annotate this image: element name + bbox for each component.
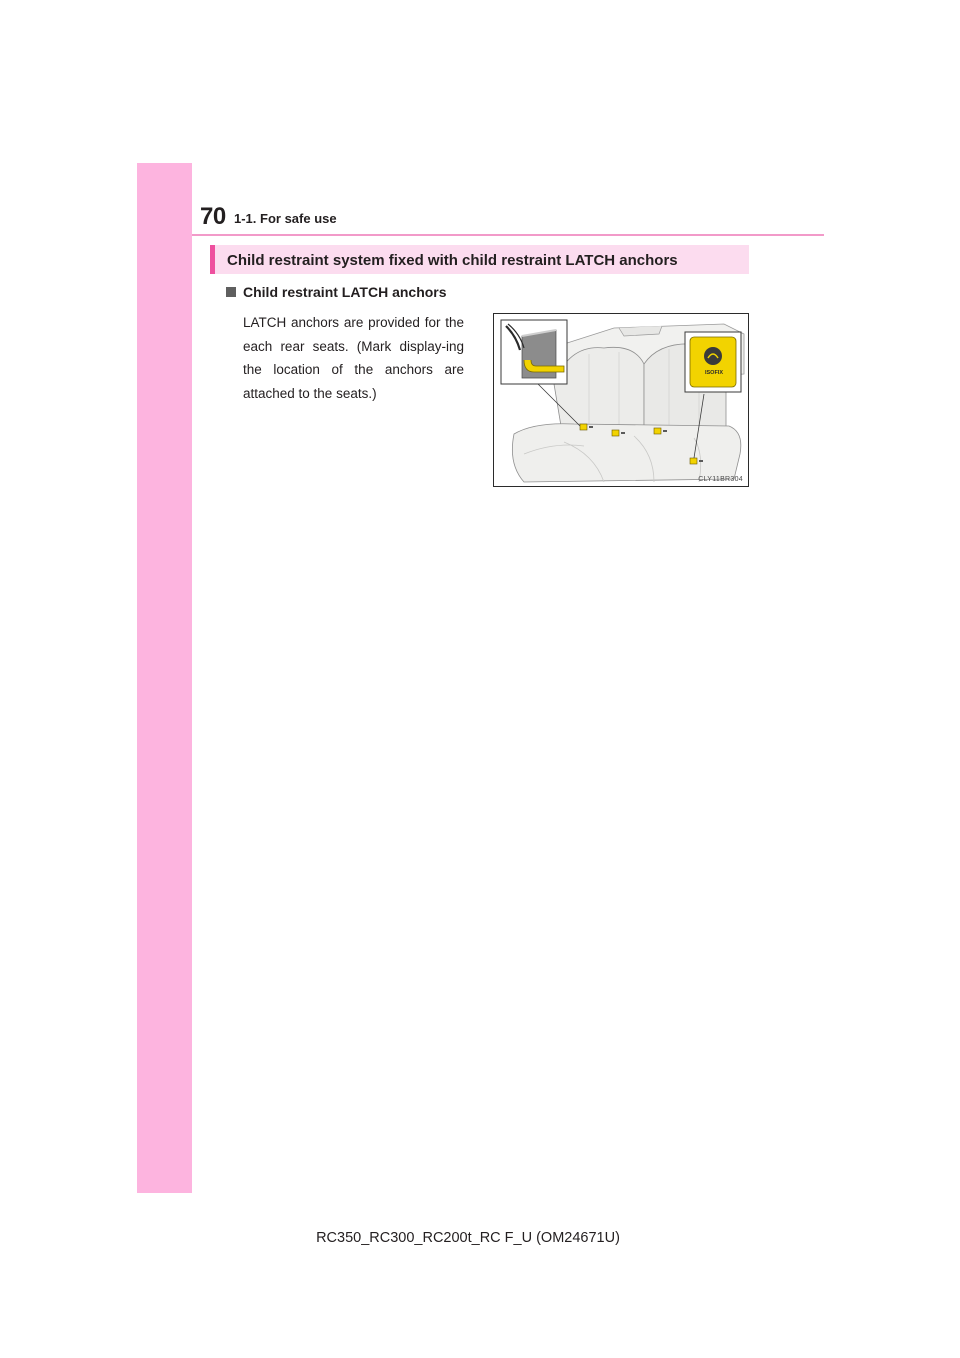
footer-text: RC350_RC300_RC200t_RC F_U (OM24671U) (316, 1230, 620, 1246)
rear-seat-diagram (494, 314, 748, 486)
section-heading-text: Child restraint system fixed with child restraint LATCH anchors (227, 252, 678, 269)
subheading: Child restraint LATCH anchors (243, 284, 447, 300)
body-paragraph: LATCH anchors are provided for the each rear seats. (Mark display-ing the location of the anchors are attached to the seats.) (243, 315, 464, 401)
section-heading (210, 245, 749, 274)
isofix-badge-text: ISOFIX (704, 370, 724, 376)
page-footer (0, 1230, 960, 1246)
latch-anchor-illustration (493, 313, 749, 487)
section-label: 1-1. For safe use (234, 211, 337, 226)
square-bullet-icon (226, 287, 236, 297)
page-number: 70 (200, 203, 226, 230)
illustration-code: CLY11BR304 (698, 476, 743, 483)
chapter-side-tab (137, 163, 192, 1193)
header-rule (192, 234, 824, 236)
